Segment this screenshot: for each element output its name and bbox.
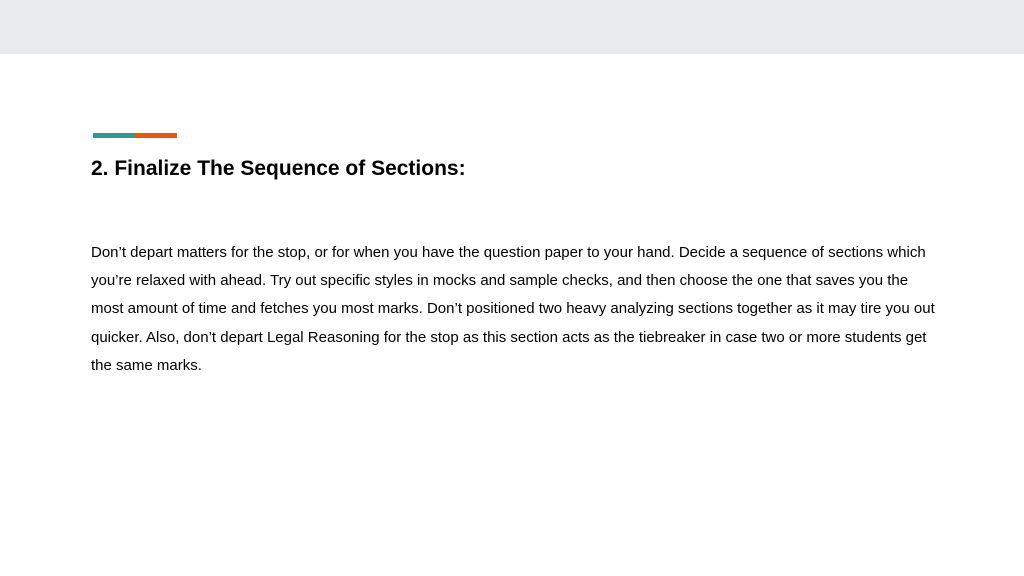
accent-teal-segment	[93, 133, 135, 138]
accent-orange-segment	[135, 133, 177, 138]
slide-body-text: Don’t depart matters for the stop, or for when you have the question paper to your hand. Decide a sequence of sections which you’re relaxed with ahead. Try out specific styles in mocks and sample checks, and then choose the one that saves you the most amount of time and fetches you most marks. Don’t positioned two heavy analyzing sections together as it may tire you out quicker. Also, don’t depart Legal Reasoning for the stop as this section acts as the tiebreaker in case two or more students get the same marks.	[91, 244, 935, 374]
top-band	[0, 0, 1024, 54]
title-accent-bar	[93, 133, 177, 138]
slide-title: 2. Finalize The Sequence of Sections:	[91, 157, 466, 180]
